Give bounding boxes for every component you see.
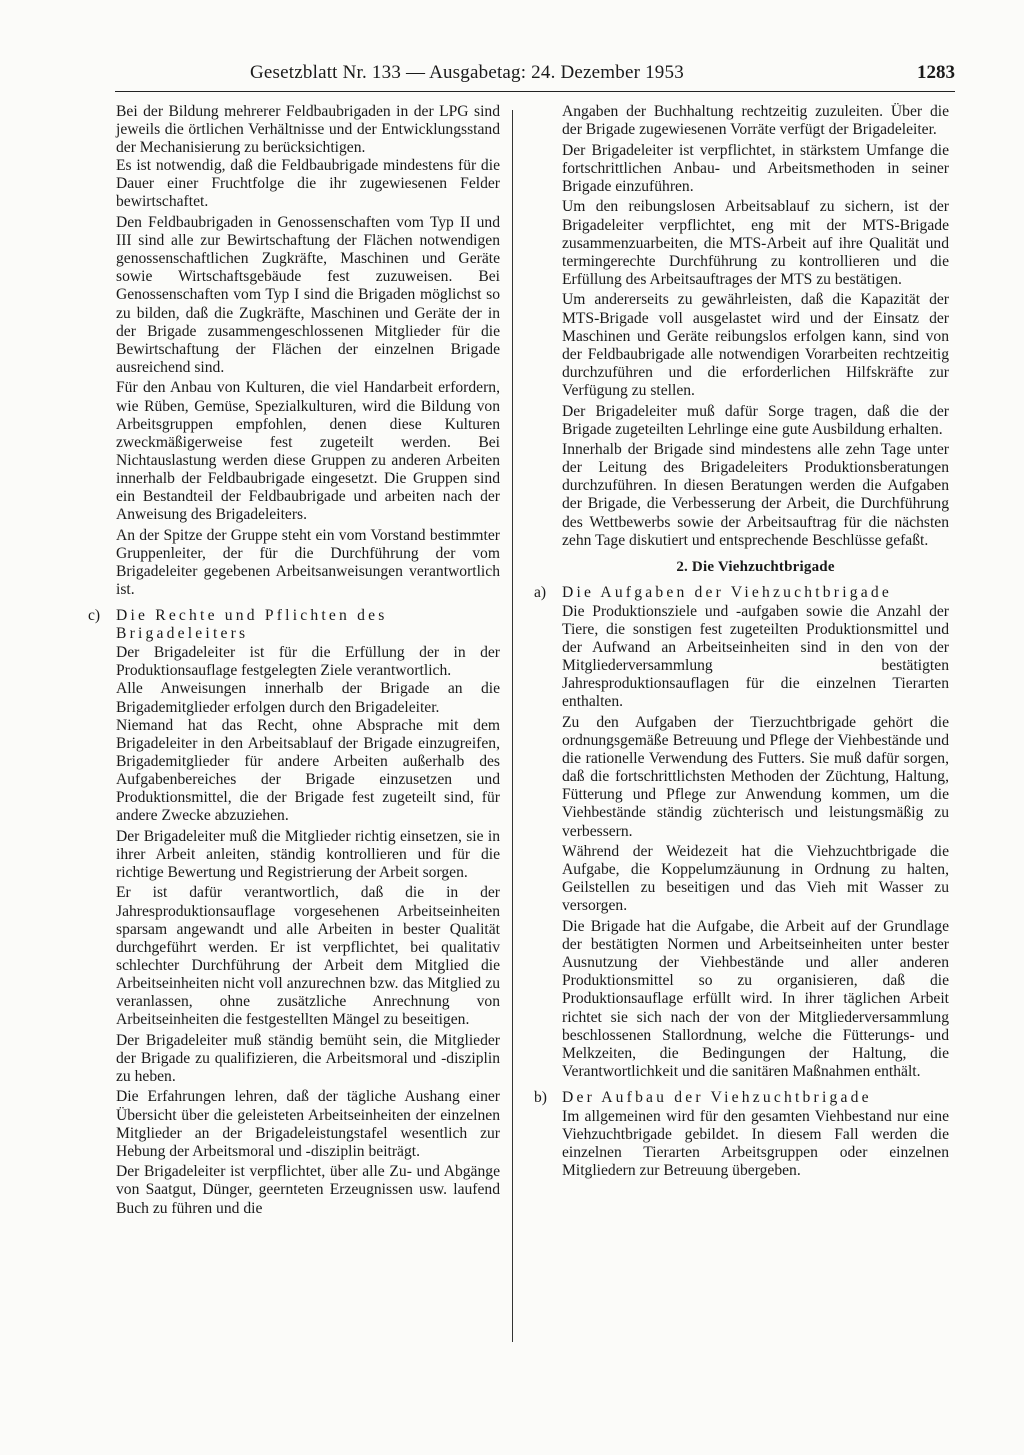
paragraph: Die Erfahrungen lehren, daß der tägliche Aushang einer Übersicht über die geleisteten Arbeitseinheiten der einzelnen Mitglieder an der Brigadeleistungstafel wesentlich zur Hebung der Arbeitsmoral und -disziplin beiträgt. [116,1088,500,1160]
paragraph: Die Brigade hat die Aufgabe, die Arbeit auf der Grundlage der bestätigten Normen und Arbeitseinheiten unter bester Ausnutzung der Viehbestände und aller anderen Produktionsmittel so zu organisieren, daß die Produktionsauflage erfüllt wird. In ihrer täglichen Arbeit richtet sie sich nach der von der Mitgliederversammlung beschlossenen Stallordnung, welche die Fütterungs- und Melkzeiten, die Bedingungen der Haltung, die Verantwortlichkeit und die sanitären Maßnahmen enthält. [562,918,949,1080]
paragraph: Für den Anbau von Kulturen, die viel Handarbeit erfordern, wie Rüben, Gemüse, Spezialkulturen, wird die Bildung von Arbeitsgruppen empfohlen, denen diese Kulturen zweckmäßigerweise fest zugeteilt werden. Bei Nichtauslastung werden diese Gruppen zu anderen Arbeiten innerhalb der Feldbaubrigade eingesetzt. Die Gruppen sind ein Bestandteil der Feldbaubrigade und arbeiten nach der Anweisung des Brigadeleiters. [116,379,500,524]
paragraph: Der Brigadeleiter ist verpflichtet, in stärkstem Umfange die fortschrittlichen Anbau- und Arbeitsmethoden in seiner Brigade einzuführen. [562,141,949,195]
header-title: Gesetzblatt Nr. 133 — Ausgabetag: 24. Dezember 1953 [250,62,684,83]
paragraph: Der Brigadeleiter muß die Mitglieder richtig einsetzen, sie in ihrer Arbeit anleiten, ständig kontrollieren und für die richtige Bewertung und Registrierung der Arbeit sorgen. [116,827,500,881]
section-marker: a) [534,583,547,601]
header-rule [115,91,955,92]
paragraph: Der Brigadeleiter muß ständig bemüht sein, die Mitglieder der Brigade zu qualifizieren, die Arbeitsmoral und -disziplin zu heben. [116,1031,500,1085]
paragraph: Bei der Bildung mehrerer Feldbaubrigaden in der LPG sind jeweils die örtlichen Verhältnisse und der Entwicklungsstand der Mechanisierung zu berücksichtigen. [116,103,500,157]
paragraph: An der Spitze der Gruppe steht ein vom Vorstand bestimmter Gruppenleiter, der für die Durchführung der vom Brigadeleiter gegebenen Arbeitsanweisungen verantwortlich ist. [116,526,500,598]
section-marker: b) [534,1088,547,1106]
paragraph: Es ist notwendig, daß die Feldbaubrigade mindestens für die Dauer einer Fruchtfolge die ihr zugewiesenen Felder bewirtschaftet. [116,157,500,211]
paragraph: Während der Weidezeit hat die Viehzuchtbrigade die Aufgabe, die Koppelumzäunung in Ordnung zu halten, Geilstellen zu beseitigen und das Vieh mit Wasser zu versorgen. [562,843,949,915]
paragraph: Um andererseits zu gewährleisten, daß die Kapazität der MTS-Brigade voll ausgelastet wird und der Einsatz der Maschinen und Geräte reibungslos erfolgen kann, sind von der Feldbaubrigade alle notwendigen Vorarbeiten rechtzeitig durchzuführen und die erforderlichen Hilfskräfte zur Verfügung zu stellen. [562,291,949,399]
paragraph: Innerhalb der Brigade sind mindestens alle zehn Tage unter der Leitung des Brigadeleiters Produktionsberatungen durchzuführen. In diesen Beratungen werden die Aufgaben der Brigade, die Verbesserung der Arbeit, die Durchführung des Wettbewerbs sowie der Arbeitsauftrag für die nächsten zehn Tage diskutiert und entsprechende Beschlüsse gefaßt. [562,441,949,549]
section-heading-c [88,607,500,643]
section-title-viehzuchtbrigade: 2. Die Viehzuchtbrigade [676,558,835,575]
section-title: Die Aufgaben der Viehzuchtbrigade [562,583,892,601]
page-number: 1283 [917,62,955,83]
section-heading-b [534,1088,949,1107]
paragraph: Um den reibungslosen Arbeitsablauf zu sichern, ist der Brigadeleiter verpflichtet, eng mit der MTS-Brigade zusammenzuarbeiten, die MTS-Arbeit auf ihre Qualität und termingerechte Durchführung zu kontrollieren und die Erfüllung des Arbeitsauftrages der MTS zu bestätigen. [562,198,949,288]
paragraph: Im allgemeinen wird für den gesamten Viehbestand nur eine Viehzuchtbrigade gebildet. In diesem Fall werden die einzelnen Tierarten Arbeitsgruppen oder einzelnen Mitgliedern zur Betreuung übergeben. [562,1107,949,1180]
paragraph: Den Feldbaubrigaden in Genossenschaften vom Typ II und III sind alle zur Bewirtschaftung der Flächen notwendigen genossenschaftlichen Zugkräfte, Maschinen und Geräte sowie Wirtschaftsgebäude fest zuzuweisen. Bei Genossenschaften vom Typ I sind die Brigaden möglichst so zu bilden, daß die Zugkräfte, Maschinen und Geräte der in der Brigade zusammengeschlossenen Mitglieder für die Bewirtschaftung der Flächen der einzelnen Brigade ausreichend sind. [116,214,500,376]
right-column [534,103,949,1183]
paragraph: Der Brigadeleiter ist für die Erfüllung der in der Produktionsauflage festgelegten Ziele verantwortlich. [116,644,500,680]
paragraph: Die Produktionsziele und -aufgaben sowie die Anzahl der Tiere, die sonstigen fest zugeteilten Produktionsmittel und der Aufwand an Arbeitseinheiten sind in den von der Mitgliederversammlung bestätigten Jahresproduktionsauflagen für die einzelnen Tierarten enthalten. [562,602,949,711]
section-title: Die Rechte und Pflichten des Brigadeleiters [116,607,388,643]
paragraph: Der Brigadeleiter muß dafür Sorge tragen, daß die der Brigade zugeteilten Lehrlinge eine gute Ausbildung erhalten. [562,402,949,438]
section-heading-a [534,583,949,602]
paragraph: Alle Anweisungen innerhalb der Brigade an die Brigademitglieder erfolgen durch den Brigadeleiter. [116,680,500,716]
section-marker: c) [88,607,101,625]
paragraph: Angaben der Buchhaltung rechtzeitig zuzuleiten. Über die der Brigade zugewiesenen Vorräte verfügt der Brigadeleiter. [562,103,949,139]
page-header [115,60,955,96]
left-column [88,103,500,1220]
column-divider [512,110,513,1342]
paragraph: Zu den Aufgaben der Tierzuchtbrigade gehört die ordnungsgemäße Betreuung und Pflege der Viehbestände und die rationelle Verwendung des Futters. Sie muß dafür sorgen, daß die fortschrittlichsten Methoden der Züchtung, Haltung, Fütterung und Pflege zur Anwendung kommen, um die Viehbestände ständig züchterisch und leistungsmäßig zu verbessern. [562,714,949,840]
section-title: Der Aufbau der Viehzuchtbrigade [562,1088,872,1106]
paragraph: Der Brigadeleiter ist verpflichtet, über alle Zu- und Abgänge von Saatgut, Dünger, geernteten Erzeugnissen usw. laufend Buch zu führen und die [116,1163,500,1217]
paragraph: Niemand hat das Recht, ohne Absprache mit dem Brigadeleiter in den Arbeitsablauf der Brigade einzugreifen, Brigademitglieder für andere Arbeiten außerhalb des Aufgabenbereiches der Brigade einzusetzen und Produktionsmittel, die der Brigade fest zugeteilt sind, für andere Zwecke abzuziehen. [116,716,500,825]
paragraph: Er ist dafür verantwortlich, daß die in der Jahresproduktionsauflage vorgesehenen Arbeitseinheiten sparsam angewandt und alle Arbeiten in bester Qualität durchgeführt werden. Er ist verpflichtet, bei qualitativ schlechter Durchführung der Arbeit dem Mitglied die Arbeitseinheiten nicht voll anzurechnen bzw. das Mitglied zu veranlassen, ohne zusätzliche Anrechnung von Arbeitseinheiten die festgestellten Mängel zu beseitigen. [116,884,500,1029]
